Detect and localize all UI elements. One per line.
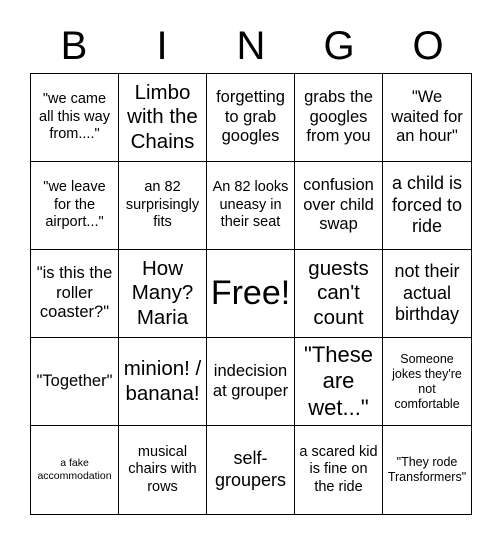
bingo-cell[interactable]: "we leave for the airport..." — [31, 162, 119, 250]
header-letter-n: N — [236, 24, 266, 68]
bingo-cell[interactable]: confusion over child swap — [295, 162, 383, 250]
bingo-cell[interactable]: grabs the googles from you — [295, 74, 383, 162]
free-space-cell[interactable]: Free! — [207, 250, 295, 338]
bingo-cell[interactable]: forgetting to grab googles — [207, 74, 295, 162]
bingo-header — [30, 18, 472, 74]
bingo-cell[interactable]: "we came all this way from...." — [31, 74, 119, 162]
bingo-cell[interactable]: an 82 surprisingly fits — [119, 162, 207, 250]
bingo-cell[interactable]: "These are wet..." — [295, 338, 383, 426]
bingo-cell[interactable]: Someone jokes they're not comfortable — [383, 338, 471, 426]
bingo-cell[interactable]: a fake accommodation — [31, 426, 119, 514]
bingo-cell[interactable]: minion! / banana! — [119, 338, 207, 426]
bingo-cell[interactable]: a child is forced to ride — [383, 162, 471, 250]
bingo-cell[interactable]: How Many? Maria — [119, 250, 207, 338]
bingo-cell[interactable]: "They rode Transformers" — [387, 455, 467, 484]
header-letter-i: I — [156, 24, 168, 68]
bingo-cell[interactable]: indecision at grouper — [207, 338, 295, 426]
bingo-cell[interactable]: a scared kid is fine on the ride — [295, 426, 383, 514]
bingo-cell[interactable]: not their actual birthday — [383, 250, 471, 338]
bingo-cell[interactable]: An 82 looks uneasy in their seat — [207, 162, 295, 250]
bingo-cell[interactable]: "We waited for an hour" — [383, 74, 471, 162]
bingo-cell[interactable]: musical chairs with rows — [119, 426, 207, 514]
bingo-cell[interactable]: "Together" — [31, 338, 119, 426]
bingo-cell[interactable]: "is this the roller coaster?" — [31, 250, 119, 338]
bingo-grid — [30, 73, 472, 515]
header-letter-g: G — [323, 24, 355, 68]
header-letter-o: O — [412, 24, 444, 68]
bingo-cell[interactable]: guests can't count — [295, 250, 383, 338]
bingo-cell[interactable]: self-groupers — [207, 426, 295, 514]
header-letter-b: B — [60, 24, 88, 68]
bingo-cell[interactable]: Limbo with the Chains — [119, 74, 207, 162]
